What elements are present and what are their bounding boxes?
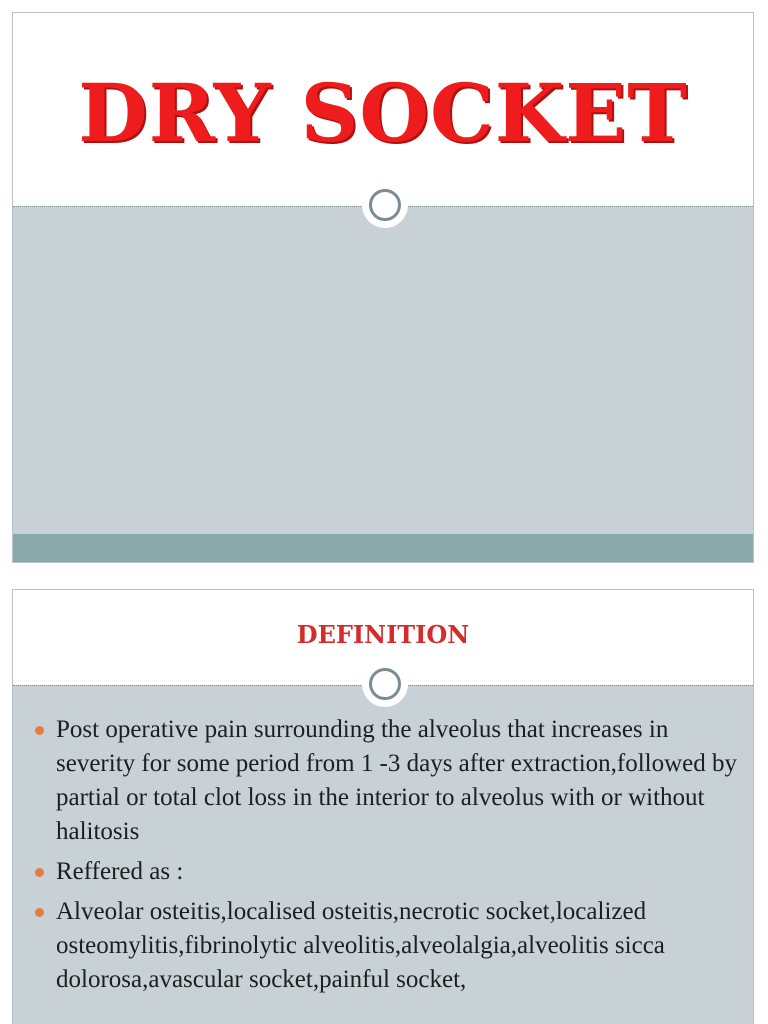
bullet-text: Reffered as :: [56, 858, 184, 885]
section-title: DEFINITION: [296, 620, 470, 649]
circle-divider-icon: [362, 182, 408, 228]
circle-divider-icon: [362, 661, 408, 707]
list-item: [35, 855, 740, 889]
bullet-list: [35, 713, 740, 1003]
title-band: [13, 13, 753, 206]
footer-bar: [13, 534, 753, 562]
slide-title: DRY SOCKET: [78, 66, 688, 160]
bullet-dot-icon: [35, 726, 44, 735]
content-area: [13, 206, 753, 536]
bullet-dot-icon: [35, 908, 44, 917]
bullet-text: Alveolar osteitis,localised osteitis,necrotic socket,localized osteomylitis,fibrinolytic alveolitis,alveolalgia,alveolitis sicca dolorosa,avascular socket,painful socket,: [56, 898, 665, 993]
bullet-dot-icon: [35, 868, 44, 877]
list-item: [35, 895, 740, 997]
bullet-text: Post operative pain surrounding the alveolus that increases in severity for some period from 1 -3 days after extraction,followed by partial or total clot loss in the interior to alveolus with or without halitosis: [56, 716, 738, 845]
list-item: [35, 713, 740, 849]
definition-slide: [12, 589, 754, 1024]
title-slide: [12, 12, 754, 563]
